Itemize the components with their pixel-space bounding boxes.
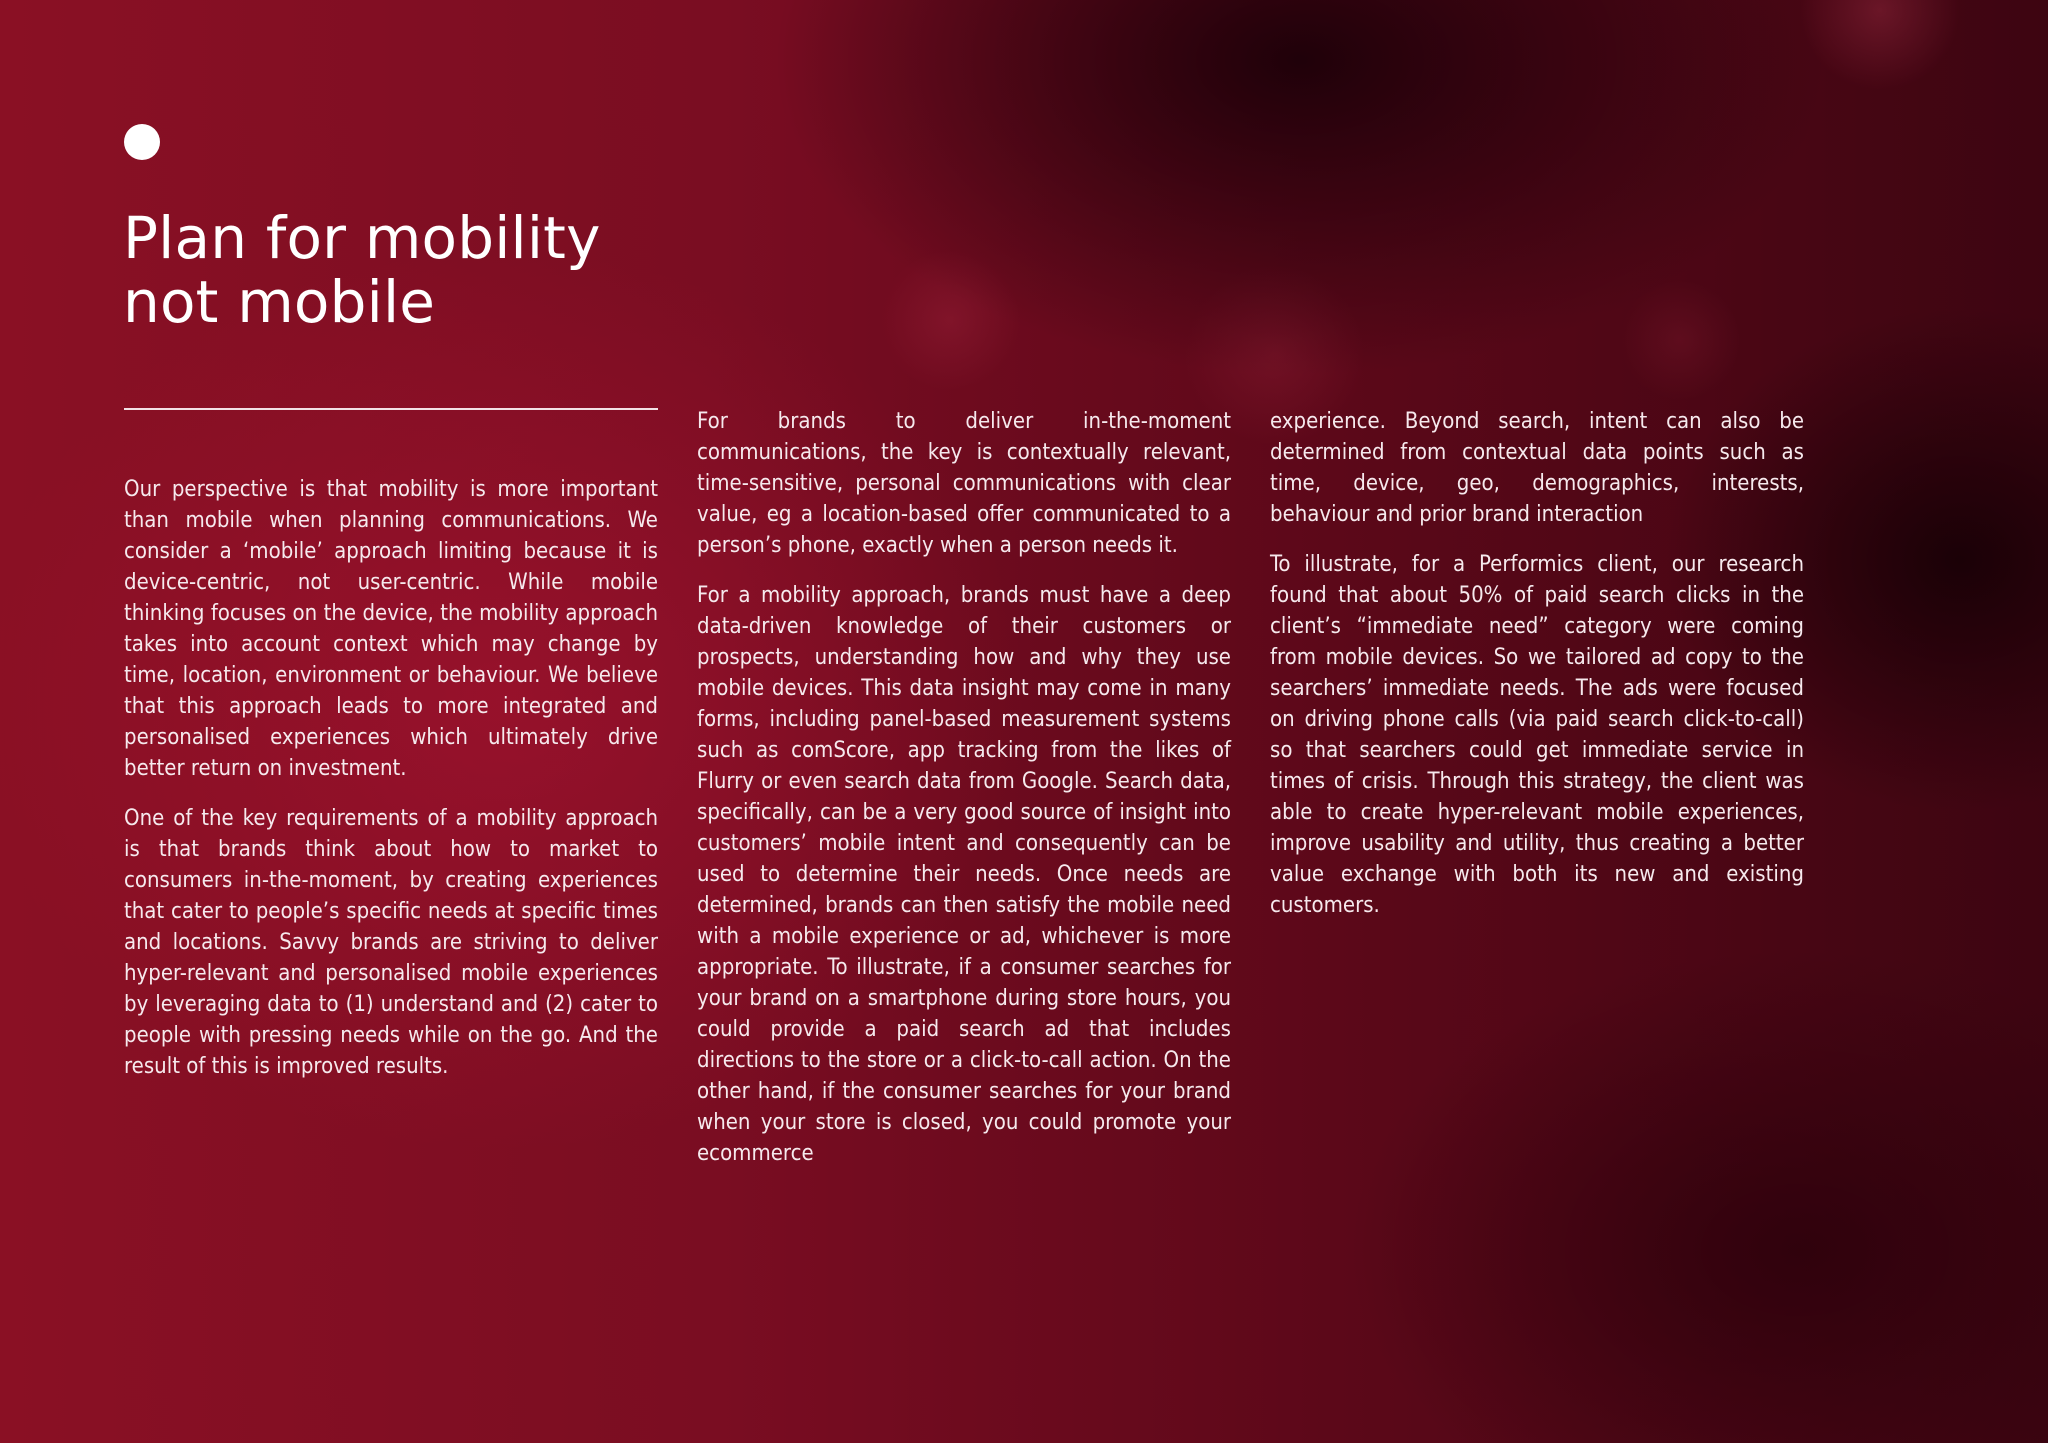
paragraph: For brands to deliver in-the-moment communications, the key is contextually relevant, time-sensitive, personal communications with clear value, eg a location-based offer communicated to a person’s phone, exactly when a person needs it. — [697, 409, 1231, 558]
page-title-line-1: Plan for mobility — [123, 204, 601, 272]
title-divider — [124, 408, 658, 410]
paragraph: experience. Beyond search, intent can also be determined from contextual data points such as time, device, geo, demographics, interests, behaviour and prior brand interaction — [1270, 409, 1804, 527]
paragraph: For a mobility approach, brands must have a deep data-driven knowledge of their customers or prospects, understanding how and why they use mobile devices. This data insight may come in many forms, including panel-based measurement systems such as comScore, app tracking from the likes of Flurry or even search data from Google. Search data, specifically, can be a very good source of insight into customers’ mobile intent and consequently can be used to determine their needs. Once needs are determined, brands can then satisfy the mobile need with a mobile experience or ad, whichever is more appropriate. To illustrate, if a consumer searches for your brand on a smartphone during store hours, you could provide a paid search ad that includes directions to the store or a click-to-call action. On the other hand, if the consumer searches for your brand when your store is closed, you could promote your ecommerce — [697, 583, 1231, 1166]
bullet-dot-icon — [124, 124, 160, 160]
page-title — [123, 206, 601, 334]
page-title-line-2: not mobile — [123, 268, 436, 336]
text-column-3 — [1270, 406, 1804, 940]
paragraph: Our perspective is that mobility is more important than mobile when planning communications. We consider a ‘mobile’ approach limiting because it is device-centric, not user-centric. While mobile thinking focuses on the device, the mobility approach takes into account context which may change by time, location, environment or behaviour. We believe that this approach leads to more integrated and personalised experiences which ultimately drive better return on investment. — [124, 477, 658, 781]
text-column-1 — [124, 474, 658, 1101]
paragraph: One of the key requirements of a mobility approach is that brands think about how to market to consumers in-the-moment, by creating experiences that cater to people’s specific needs at specific times and locations. Savvy brands are striving to deliver hyper-relevant and personalised mobile experiences by leveraging data to (1) understand and (2) cater to people with pressing needs while on the go. And the result of this is improved results. — [124, 806, 658, 1079]
paragraph: To illustrate, for a Performics client, our research found that about 50% of paid search clicks in the client’s “immediate need” category were coming from mobile devices. So we tailored ad copy to the searchers’ immediate needs. The ads were focused on driving phone calls (via paid search click-to-call) so that searchers could get immediate service in times of crisis. Through this strategy, the client was able to create hyper-relevant mobile experiences, improve usability and utility, thus creating a better value exchange with both its new and existing customers. — [1270, 552, 1804, 918]
text-column-2 — [697, 406, 1231, 1188]
